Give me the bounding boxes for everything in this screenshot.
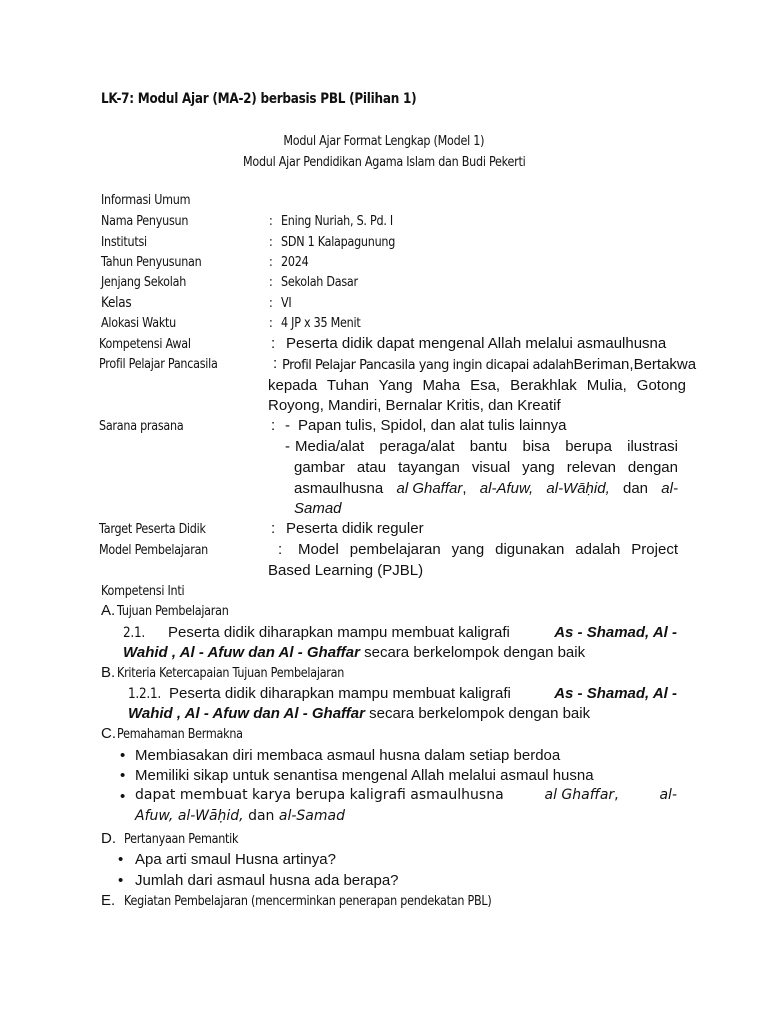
info-colon: :: [269, 275, 273, 290]
section-c-bullet-3-al-samad: al-Samad: [278, 808, 345, 824]
section-c-bullet-3-al: al-: [659, 787, 677, 803]
bullet-icon: •: [118, 851, 124, 868]
info-value-institusi: SDN 1 Kalapagunung: [281, 235, 396, 250]
bullet-icon: •: [118, 872, 124, 889]
section-a-line-2-bold: Wahid , Al - Afuw dan Al - Ghaffar: [123, 644, 360, 661]
profil-line1-tail: Beriman,Bertakwa: [573, 356, 697, 373]
sarana-item-2-line-1: Media/alat peraga/alat bantu bisa berupa ilustrasi: [295, 438, 678, 455]
section-a-title: Tujuan Pembelajaran: [117, 604, 229, 619]
section-a-line-1: [168, 624, 677, 642]
bullet-icon: •: [120, 747, 126, 764]
info-value-alokasi: 4 JP x 35 Menit: [281, 316, 361, 331]
model-line-2: Based Learning (PJBL): [268, 562, 424, 579]
sarana-samad: Samad: [294, 500, 342, 517]
section-d-title: Pertanyaan Pemantik: [124, 832, 239, 847]
info-colon: :: [269, 214, 273, 229]
section-a-marker: A.: [101, 602, 116, 619]
section-c-bullet-1: Membiasakan diri membaca asmaul husna dalam setiap berdoa: [135, 747, 561, 764]
section-d-bullet-2: Jumlah dari asmaul husna ada berapa?: [135, 872, 399, 889]
profil-label: Profil Pelajar Pancasila: [99, 357, 218, 372]
info-value-tahun: 2024: [281, 255, 309, 270]
sarana-al-ghaffar: al Ghaffar: [396, 480, 463, 497]
section-c-title: Pemahaman Bermakna: [117, 727, 243, 742]
sarana-dash-1: -: [285, 417, 290, 434]
info-label-tahun: Tahun Penyusunan: [101, 255, 202, 270]
sarana-item-2-line-2: gambar atau tayangan visual yang relevan dengan: [294, 459, 678, 476]
profil-line-2: kepada Tuhan Yang Maha Esa, Berakhlak Mulia, Gotong: [268, 377, 686, 394]
model-line-1: Model pembelajaran yang digunakan adalah Project: [298, 541, 678, 558]
subtitle-1: [0, 131, 768, 150]
section-b-marker: B.: [101, 664, 116, 681]
info-colon: :: [269, 296, 273, 311]
sarana-item-1: Papan tulis, Spidol, dan alat tulis lainnya: [298, 417, 567, 434]
target-colon: :: [271, 520, 276, 537]
sarana-al-wahid: al-Wāḥid,: [546, 480, 610, 497]
info-value-nama: Ening Nuriah, S. Pd. I: [281, 214, 393, 229]
sarana-item-2-line-3: [294, 480, 678, 498]
section-b-line-1-plain: Peserta didik diharapkan mampu membuat kaligrafi: [169, 685, 511, 702]
sarana-comma: ,: [462, 480, 467, 497]
section-kompetensi-inti: Kompetensi Inti: [101, 584, 185, 599]
section-b-line-1: [169, 685, 677, 703]
section-a-line-2-plain: secara berkelompok dengan baik: [364, 644, 586, 661]
section-a-line-2: [123, 644, 585, 662]
section-e-marker: E.: [101, 892, 116, 909]
info-value-kelas: VI: [281, 296, 292, 311]
section-b-line-2-plain: secara berkelompok dengan baik: [369, 705, 591, 722]
section-b-line-2-bold: Wahid , Al - Afuw dan Al - Ghaffar: [128, 705, 365, 722]
kompetensi-awal-colon: :: [271, 335, 276, 352]
section-c-bullet-3-comma: ,: [614, 787, 619, 803]
profil-prefix: Profil Pelajar Pancasila yang ingin dicapai adalah: [282, 358, 574, 373]
section-a-line-1-bold: As - Shamad, Al -: [554, 624, 677, 641]
section-b-title: Kriteria Ketercapaian Tujuan Pembelajaran: [117, 666, 345, 681]
section-informasi-umum: Informasi Umum: [101, 193, 191, 208]
section-c-bullet-3-line-1: [135, 787, 677, 804]
info-label-institusi: Institutsi: [101, 235, 147, 250]
bullet-icon: •: [120, 767, 126, 784]
kompetensi-awal-value: Peserta didik dapat mengenal Allah melalui asmaulhusna: [286, 335, 667, 352]
info-colon: :: [269, 255, 273, 270]
document-title: LK-7: Modul Ajar (MA-2) berbasis PBL (Pilihan 1): [101, 91, 417, 107]
target-label: Target Peserta Didik: [99, 522, 206, 537]
sarana-label: Sarana prasana: [99, 419, 184, 434]
info-label-jenjang: Jenjang Sekolah: [101, 275, 187, 290]
section-c-bullet-3-plain: dapat membuat karya berupa kaligrafi asmaulhusna: [135, 787, 504, 803]
bullet-icon: •: [120, 788, 126, 805]
section-a-line-1-plain: Peserta didik diharapkan mampu membuat kaligrafi: [168, 624, 510, 641]
info-colon: :: [269, 235, 273, 250]
sarana-al: al-: [661, 480, 678, 497]
sarana-dan: dan: [623, 480, 649, 497]
section-c-marker: C.: [101, 725, 116, 742]
sarana-al-afuw: al-Afuw,: [479, 480, 534, 497]
sarana-colon: :: [271, 417, 276, 434]
subtitle-1-text: Modul Ajar Format Lengkap (Model 1): [283, 134, 485, 149]
model-label: Model Pembelajaran: [99, 543, 209, 558]
info-colon: :: [269, 316, 273, 331]
subtitle-2: [0, 152, 768, 171]
info-value-jenjang: Sekolah Dasar: [281, 275, 358, 290]
section-c-bullet-3-al-ghaffar: al Ghaffar: [544, 787, 615, 803]
kompetensi-awal-label: Kompetensi Awal: [99, 337, 191, 352]
section-c-bullet-3-line-2: [135, 808, 345, 825]
section-e-title: Kegiatan Pembelajaran (mencerminkan penerapan pendekatan PBL): [124, 894, 492, 909]
section-b-line-1-bold: As - Shamad, Al -: [554, 685, 677, 702]
model-colon: :: [278, 541, 283, 558]
section-c-bullet-3-dan: dan: [248, 808, 275, 824]
sarana-asmaulhusna: asmaulhusna: [294, 480, 384, 497]
info-label-kelas: Kelas: [101, 295, 132, 311]
profil-colon: :: [273, 355, 278, 372]
info-label-nama: Nama Penyusun: [101, 214, 189, 229]
target-value: Peserta didik reguler: [286, 520, 424, 537]
subtitle-2-text: Modul Ajar Pendidikan Agama Islam dan Budi Pekerti: [242, 155, 526, 170]
section-b-line-2: [128, 705, 590, 723]
profil-line-1: [282, 356, 697, 374]
section-b-number: 1.2.1.: [128, 686, 161, 702]
section-d-marker: D.: [101, 830, 116, 847]
sarana-dash-2: -: [285, 438, 290, 455]
section-c-bullet-2: Memiliki sikap untuk senantisa mengenal Allah melalui asmaul husna: [135, 767, 594, 784]
section-a-number: 2.1.: [123, 625, 145, 641]
section-d-bullet-1: Apa arti smaul Husna artinya?: [135, 851, 336, 868]
section-c-bullet-3-afuw-wahid: Afuw, al-Wāḥid,: [135, 808, 244, 824]
info-label-alokasi: Alokasi Waktu: [101, 316, 176, 331]
profil-line-3: Royong, Mandiri, Bernalar Kritis, dan Kreatif: [268, 397, 561, 414]
